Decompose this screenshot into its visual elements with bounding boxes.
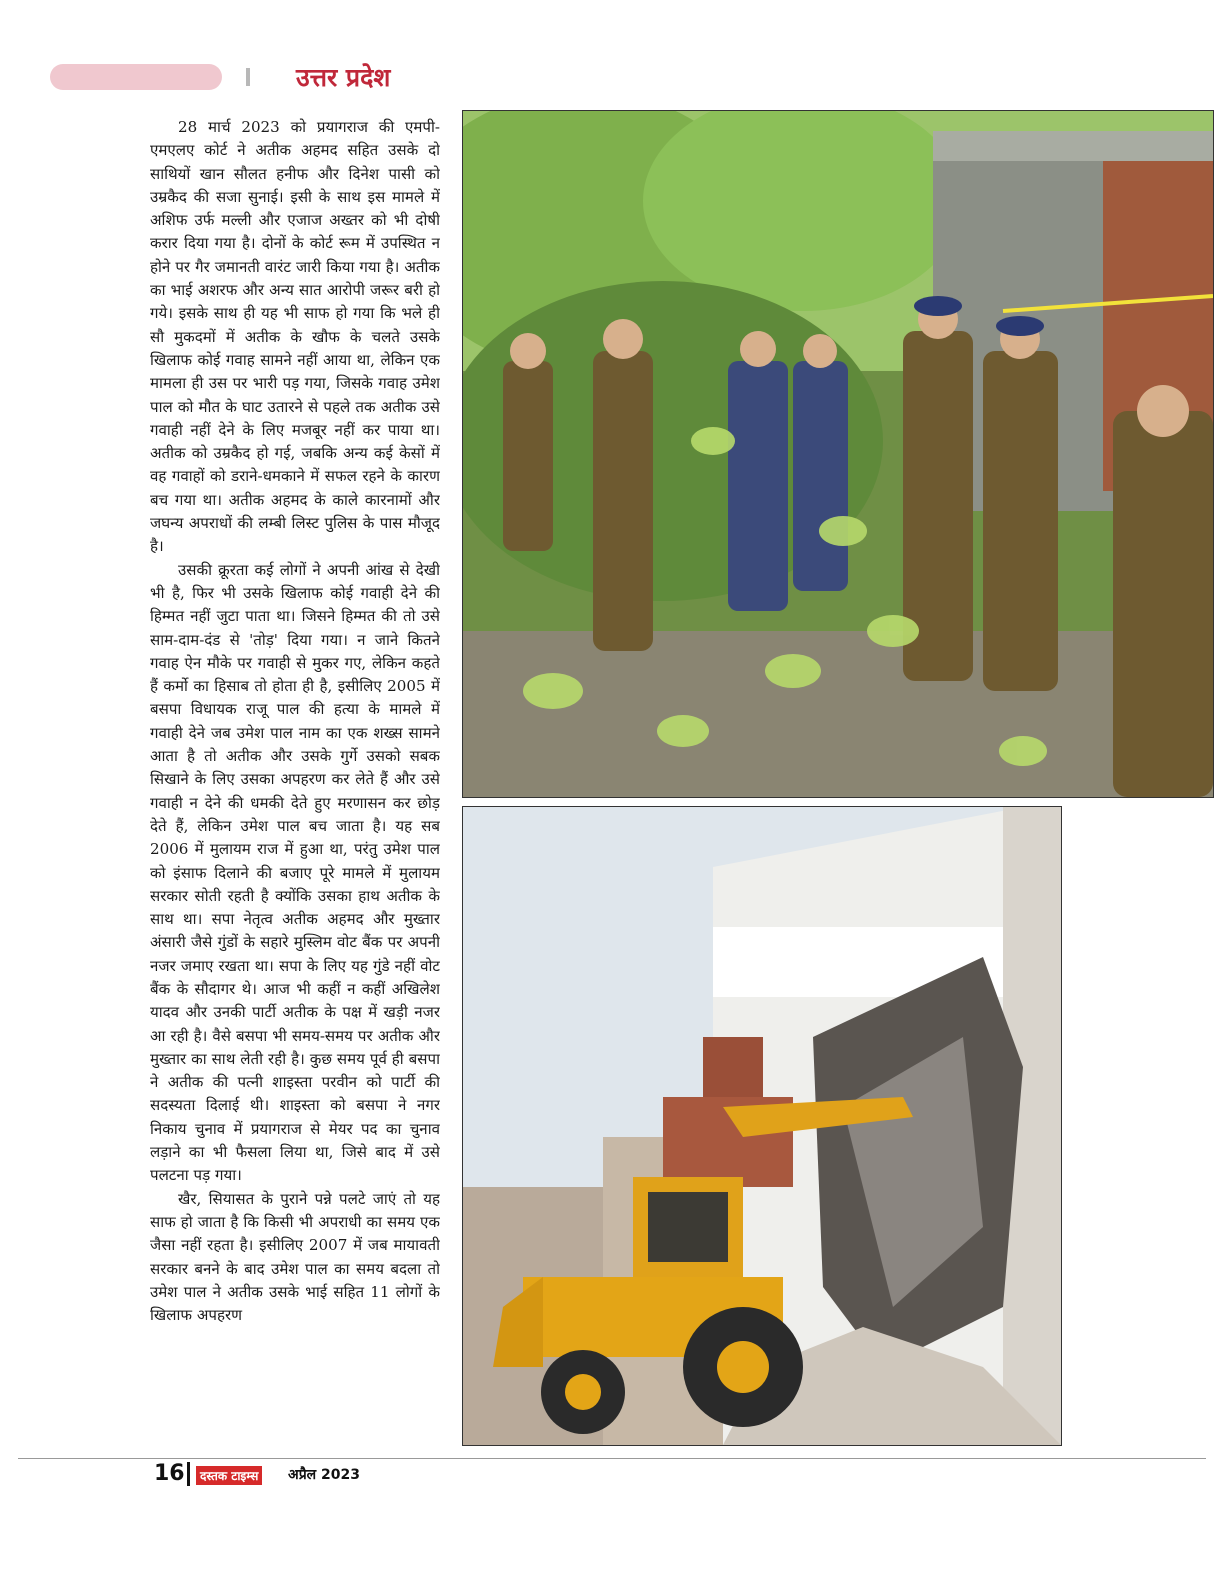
issue-date: अप्रैल 2023 — [288, 1467, 360, 1483]
header-decor-pill — [50, 64, 222, 90]
section-title: उत्तर प्रदेश — [296, 63, 391, 92]
header-separator — [246, 68, 250, 86]
article-paragraph: उसकी क्रूरता कई लोगों ने अपनी आंख से देखी भी है, फिर भी उसके खिलाफ कोई गवाही देने की हिम्मत नहीं जुटा पाता था। जिसने हिम्मत की तो उसे साम-दाम-दंड से 'तोड़' दिया गया। न जाने कितने गवाह ऐन मौके पर गवाही से मुकर गए, लेकिन कहते हैं कर्मो का हिसाब तो होता ही है, इसीलिए 2005 में बसपा विधायक राजू पाल की हत्या के मामले में गवाही देने जब उमेश पाल नाम का एक शख्स सामने आता है तो अतीक और उसके गुर्गे उसको सबक सिखाने के लिए उसका अपहरण कर लेते हैं और उसे गवाही न देने की धमकी देते हुए मरणासन कर छोड़ देते हैं, लेकिन उमेश पाल बच जाता है। यह सब 2006 में मुलायम राज में हुआ था, परंतु उमेश पाल को इंसाफ दिलाने की बजाए पूरे मामले में मुलायम सरकार सोती रहती है क्योंकि उसका हाथ अतीक के साथ था। सपा नेतृत्व अतीक अहमद और मुख्तार अंसारी जैसे गुंडों के सहारे मुस्लिम वोट बैंक पर अपनी नजर जमाए रखता था। सपा के लिए यह गुंडे नहीं वोट बैंक के सौदागर थे। आज भी कहीं न कहीं अखिलेश यादव और उनकी पार्टी अतीक के पक्ष में खड़ी नजर आ रही है। वैसे बसपा भी समय-समय पर अतीक और मुख्तार का साथ लेती रही है। कुछ समय पूर्व ही बसपा ने अतीक की पत्नी शाइस्ता परवीन को पार्टी की सदस्यता दिलाई थी। शाइस्ता को बसपा ने नगर निकाय चुनाव में प्रयागराज से मेयर पद का चुनाव लड़ाने का भी फैसला लिया था, जिसे बाद में उसे पलटना पड़ गया। — [150, 560, 440, 1185]
police-team-photo — [462, 110, 1214, 798]
bulldozer-demolition-illustration — [463, 807, 1061, 1445]
article-body — [150, 116, 440, 1446]
footer-separator — [187, 1462, 190, 1486]
footer-divider — [18, 1458, 1206, 1459]
police-team-photo-illustration — [463, 111, 1213, 797]
masthead-logo: दस्तक टाइम्स — [196, 1466, 262, 1485]
page-number: 16 — [154, 1461, 185, 1486]
article-paragraph: खैर, सियासत के पुराने पन्ने पलटे जाएं तो यह साफ हो जाता है कि किसी भी अपराधी का समय एक जैसा नहीं रहता है। इसीलिए 2007 में जब मायावती सरकार बनने के बाद उमेश पाल का समय बदला तो उमेश पाल ने अतीक उसके भाई सहित 11 लोगों के खिलाफ अपहरण — [150, 1189, 440, 1325]
bulldozer-demolition-photo — [462, 806, 1062, 1446]
article-paragraph: 28 मार्च 2023 को प्रयागराज की एमपी-एमएलए कोर्ट ने अतीक अहमद सहित उसके दो साथियों खान सौलत हनीफ और दिनेश पासी को उम्रकैद की सजा सुनाई। इसी के साथ इस मामले में अशिफ उर्फ मल्ली और एजाज अख्तर को भी दोषी करार दिया गया है। दोनों के कोर्ट रूम में उपस्थित न होने पर गैर जमानती वारंट जारी किया गया है। अतीक का भाई अशरफ और अन्य सात आरोपी जरूर बरी हो गये। इसके साथ ही यह भी साफ हो गया कि भले ही सौ मुकदमों में अतीक के खौफ के चलते उसके खिलाफ कोई गवाह सामने नहीं आया था, लेकिन एक मामला ही उस पर भारी पड़ गया, जिसके गवाह उमेश पाल को मौत के घाट उतारने से पहले तक अतीक उसे गवाही नहीं देने के लिए मजबूर नहीं कर पाया था। अतीक को उम्रकैद हो गई, जबकि अन्य कई केसों में वह गवाहों को डराने-धमकाने में सफल रहने के कारण बच गया था। अतीक अहमद के काले कारनामों और जघन्य अपराधों की लम्बी लिस्ट पुलिस के पास मौजूद है। — [150, 118, 440, 556]
